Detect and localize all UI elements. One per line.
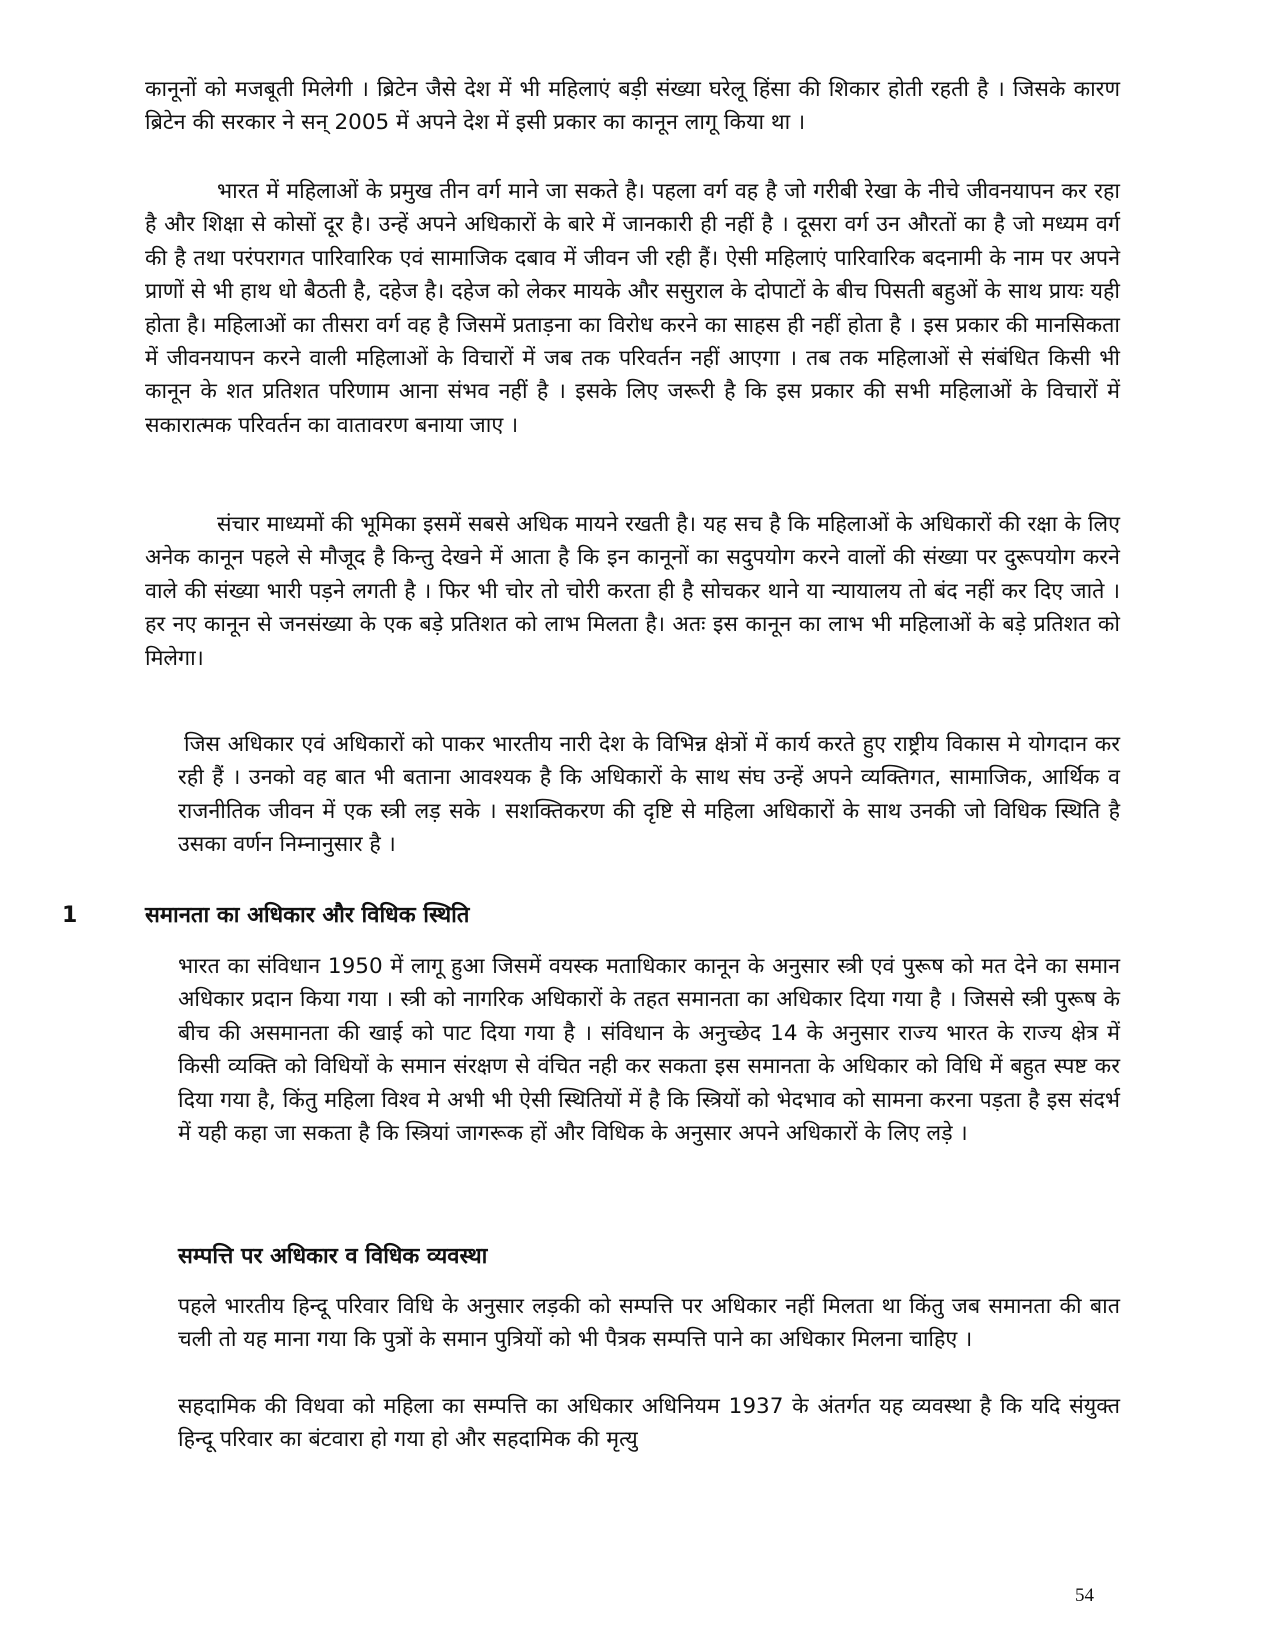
paragraph-three-classes-of-women: भारत में महिलाओं के प्रमुख तीन वर्ग माने जा सकते है। पहला वर्ग वह है जो गरीबी रेखा के नीचे जीवनयापन कर रहा है और शिक्षा से कोसों दूर है। उन्हें अपने अधिकारों के बारे में जानकारी ही नहीं है । दूसरा वर्ग उन औरतों का है जो मध्यम वर्ग की है तथा परंपरागत पारिवारिक एवं सामाजिक दबाव में जीवन जी रही हैं। ऐसी महिलाएं पारिवारिक बदनामी के नाम पर अपने प्राणों से भी हाथ धो बैठती है, दहेज है। दहेज को लेकर मायके और ससुराल के दोपाटों के बीच पिसती बहुओं के साथ प्रायः यही होता है। महिलाओं का तीसरा वर्ग वह है जिसमें प्रताड़ना का विरोध करने का साहस ही नहीं होता है । इस प्रकार की मानसिकता में जीवनयापन करने वाली महिलाओं के विचारों में जब तक परिवर्तन नहीं आएगा । तब तक महिलाओं से संबंधित किसी भी कानून के शत प्रतिशत परिणाम आना संभव नहीं है । इसके लिए जरूरी है कि इस प्रकार की सभी महिलाओं के विचारों में सकारात्मक परिवर्तन का वातावरण बनाया जाए । — [145, 179, 1120, 438]
paragraph-role-of-media: संचार माध्यमों की भूमिका इसमें सबसे अधिक मायने रखती है। यह सच है कि महिलाओं के अधिकारों की रक्षा के लिए अनेक कानून पहले से मौजूद है किन्तु देखने में आता है कि इन कानूनों का सदुपयोग करने वालों की संख्या पर दुरूपयोग करने वाले की संख्या भारी पड़ने लगती है । फिर भी चोर तो चोरी करता ही है सोचकर थाने या न्यायालय तो बंद नहीं कर दिए जाते । हर नए कानून से जनसंख्या के एक बड़े प्रतिशत को लाभ मिलता है। अतः इस कानून का लाभ भी महिलाओं के बड़े प्रतिशत को मिलेगा। — [145, 512, 1120, 671]
section-number: 1 — [62, 903, 78, 928]
subheading-property-rights: सम्पत्ति पर अधिकार व विधिक व्यवस्था — [178, 1244, 488, 1269]
paragraph-equality-rights: भारत का संविधान 1950 में लागू हुआ जिसमें वयस्क मताधिकार कानून के अनुसार स्त्री एवं पुरूष को मत देने का समान अधिकार प्रदान किया गया । स्त्री को नागरिक अधिकारों के तहत समानता का अधिकार दिया गया है । जिससे स्त्री पुरूष के बीच की असमानता की खाई को पाट दिया गया है । संविधान के अनुच्छेद 14 के अनुसार राज्य भारत के राज्य क्षेत्र में किसी व्यक्ति को विधियों के समान संरक्षण से वंचित नही कर सकता इस समानता के अधिकार को विधि में बहुत स्पष्ट कर दिया गया है, किंतु महिला विश्व मे अभी भी ऐसी स्थितियों में है कि स्त्रियों को भेदभाव को सामना करना पड़ता है इस संदर्भ में यही कहा जा सकता है कि स्त्रियां जागरूक हों और विधिक के अनुसार अपने अधिकारों के लिए लड़े । — [178, 954, 1121, 1147]
paragraph-widow-property: सहदामिक की विधवा को महिला का सम्पत्ति का अधिकार अधिनियम 1937 के अंतर्गत यह व्यवस्था है कि यदि संयुक्त हिन्दू परिवार का बंटवारा हो गया हो और सहदामिक की मृत्यु — [178, 1394, 1120, 1453]
paragraph-uk-law: कानूनों को मजबूती मिलेगी । ब्रिटेन जैसे देश में भी महिलाएं बड़ी संख्या घरेलू हिंसा की शिकार होती रहती है । जिसके कारण ब्रिटेन की सरकार ने सन् 2005 में अपने देश में इसी प्रकार का कानून लागू किया था । — [145, 77, 1120, 136]
paragraph-rights-intro: जिस अधिकार एवं अधिकारों को पाकर भारतीय नारी देश के विभिन्न क्षेत्रों में कार्य करते हुए राष्ट्रीय विकास मे योगदान कर रही हैं । उनको वह बात भी बताना आवश्यक है कि अधिकारों के साथ संघ उन्हें अपने व्यक्तिगत, सामाजिक, आर्थिक व राजनीतिक जीवन में एक स्त्री लड़ सके । सशक्तिकरण की दृष्टि से महिला अधिकारों के साथ उनकी जो विधिक स्थिति है उसका वर्णन निम्नानुसार है । — [178, 732, 1120, 858]
page-number: 54 — [1075, 1585, 1094, 1606]
section-heading-equality: समानता का अधिकार और विधिक स्थिति — [145, 903, 470, 928]
paragraph-property-rights: पहले भारतीय हिन्दू परिवार विधि के अनुसार लड़की को सम्पत्ति पर अधिकार नहीं मिलता था किंतु जब समानता की बात चली तो यह माना गया कि पुत्रों के समान पुत्रियों को भी पैत्रक सम्पत्ति पाने का अधिकार मिलना चाहिए । — [178, 1294, 1120, 1353]
